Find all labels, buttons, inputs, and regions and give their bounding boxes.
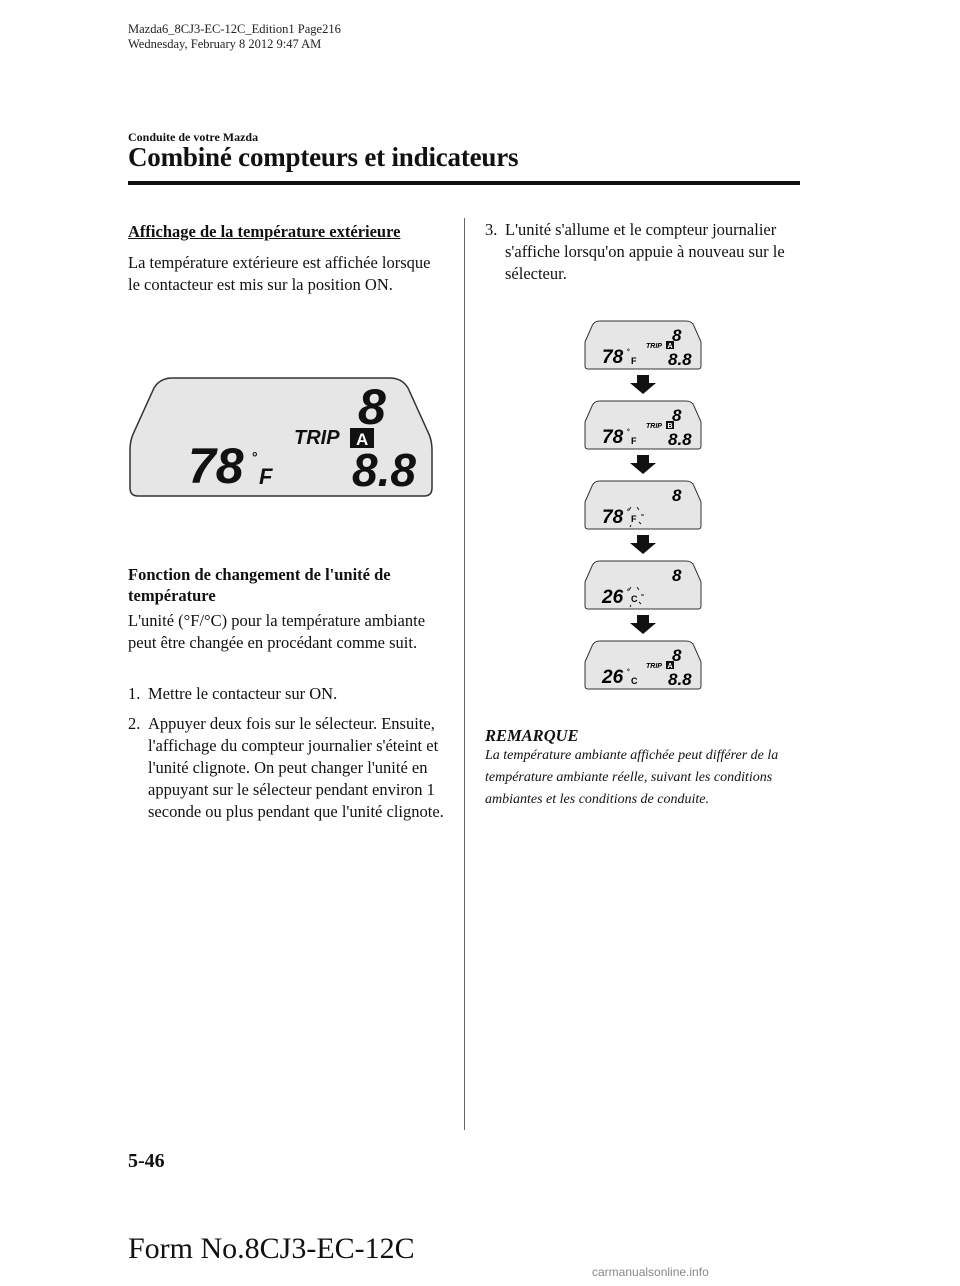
lcd-display-small — [585, 481, 701, 529]
lcd-degree-sign: ° — [627, 349, 630, 356]
down-arrow-icon — [630, 535, 656, 554]
step-text: Mettre le contacteur sur ON. — [148, 684, 338, 703]
lcd-temp-unit: F — [259, 464, 273, 489]
list-item — [128, 683, 448, 705]
watermark: carmanualsonline.info — [592, 1265, 709, 1279]
lcd-temp-value: 26 — [602, 667, 624, 688]
section-label: Conduite de votre Mazda — [128, 130, 259, 144]
lcd-trip-letter: B — [667, 423, 673, 430]
heading-unit-change: Fonction de changement de l'unité de température — [128, 565, 391, 605]
lcd-odo-value: 8.8 — [668, 350, 692, 369]
lcd-trip-label: TRIP — [646, 423, 662, 430]
step-number: 2. — [128, 714, 141, 733]
lcd-display-small — [585, 321, 701, 369]
step-text: L'unité s'allume et le compteur journalier s'affiche lorsqu'on appuie à nouveau sur le sélecteur. — [505, 220, 785, 283]
page-number: 5-46 — [128, 1150, 165, 1172]
step-text: Appuyer deux fois sur le sélecteur. Ensuite, l'affichage du compteur journalier s'éteint et l'unité clignote. On peut changer l'unité en appuyant sur le sélecteur pendant environ 1 seconde ou plus pendant que l'unité clignote. — [148, 714, 444, 821]
lcd-display-large — [128, 376, 434, 498]
lcd-top-digit: 8 — [672, 326, 682, 345]
lcd-top-digit: 8 — [672, 646, 682, 665]
lcd-trip-letter: A — [356, 430, 369, 449]
lcd-degree-sign: ° — [627, 589, 630, 596]
lcd-odo-value: 8.8 — [352, 444, 416, 496]
lcd-temp-value: 78 — [602, 347, 624, 368]
lcd-top-digit: 8 — [672, 406, 682, 425]
lcd-display-small — [585, 401, 701, 449]
lcd-degree-sign: ° — [627, 669, 630, 676]
down-arrow-icon — [630, 375, 656, 394]
title-rule — [128, 181, 800, 185]
note-heading: REMARQUE — [485, 726, 579, 745]
lcd-degree-sign: ° — [252, 449, 258, 465]
lcd-temp-value: 78 — [602, 507, 624, 528]
lcd-top-digit: 8 — [672, 566, 682, 585]
lcd-temp-unit: C — [631, 594, 638, 604]
lcd-temp-value: 26 — [602, 587, 624, 608]
note-text: La température ambiante affichée peut différer de la température ambiante réelle, suivant les conditions ambiantes et les conditions de conduite. — [485, 748, 779, 807]
column-divider — [464, 218, 465, 1130]
lcd-temp-unit: C — [631, 676, 638, 686]
lcd-trip-letter: A — [667, 663, 673, 670]
heading-outside-temp: Affichage de la température extérieure — [128, 222, 401, 241]
lcd-top-digit: 8 — [358, 379, 386, 435]
lcd-trip-letter: A — [667, 343, 673, 350]
lcd-odo-value: 8.8 — [668, 430, 692, 449]
step-number: 1. — [128, 684, 141, 703]
down-arrow-icon — [630, 615, 656, 634]
lcd-display-small — [585, 561, 701, 609]
lcd-temp-unit: F — [631, 356, 637, 366]
lcd-degree-sign: ° — [627, 429, 630, 436]
form-number: Form No.8CJ3-EC-12C — [128, 1232, 415, 1265]
lcd-trip-label: TRIP — [646, 343, 662, 350]
page-title: Combiné compteurs et indicateurs — [128, 142, 519, 172]
para-outside-temp: La température extérieure est affichée lorsque le contacteur est mis sur la position ON. — [128, 253, 431, 294]
print-meta — [128, 22, 341, 52]
lcd-top-digit: 8 — [672, 486, 682, 505]
para-unit-change: L'unité (°F/°C) pour la température ambiante peut être changée en procédant comme suit. — [128, 611, 426, 652]
lcd-sequence — [584, 320, 704, 692]
lcd-odo-value: 8.8 — [668, 670, 692, 689]
list-item — [128, 713, 450, 823]
list-item — [485, 219, 800, 285]
lcd-temp-unit: F — [631, 514, 637, 524]
lcd-degree-sign: ° — [627, 509, 630, 516]
lcd-trip-label: TRIP — [294, 427, 340, 449]
step-number: 3. — [485, 220, 498, 239]
lcd-display-small — [585, 641, 701, 689]
lcd-temp-value: 78 — [602, 427, 624, 448]
print-meta-file: Mazda6_8CJ3-EC-12C_Edition1 Page216 — [128, 22, 341, 36]
lcd-trip-label: TRIP — [646, 663, 662, 670]
lcd-temp-value: 78 — [188, 438, 244, 494]
lcd-temp-unit: F — [631, 436, 637, 446]
print-meta-date: Wednesday, February 8 2012 9:47 AM — [128, 37, 322, 51]
down-arrow-icon — [630, 455, 656, 474]
